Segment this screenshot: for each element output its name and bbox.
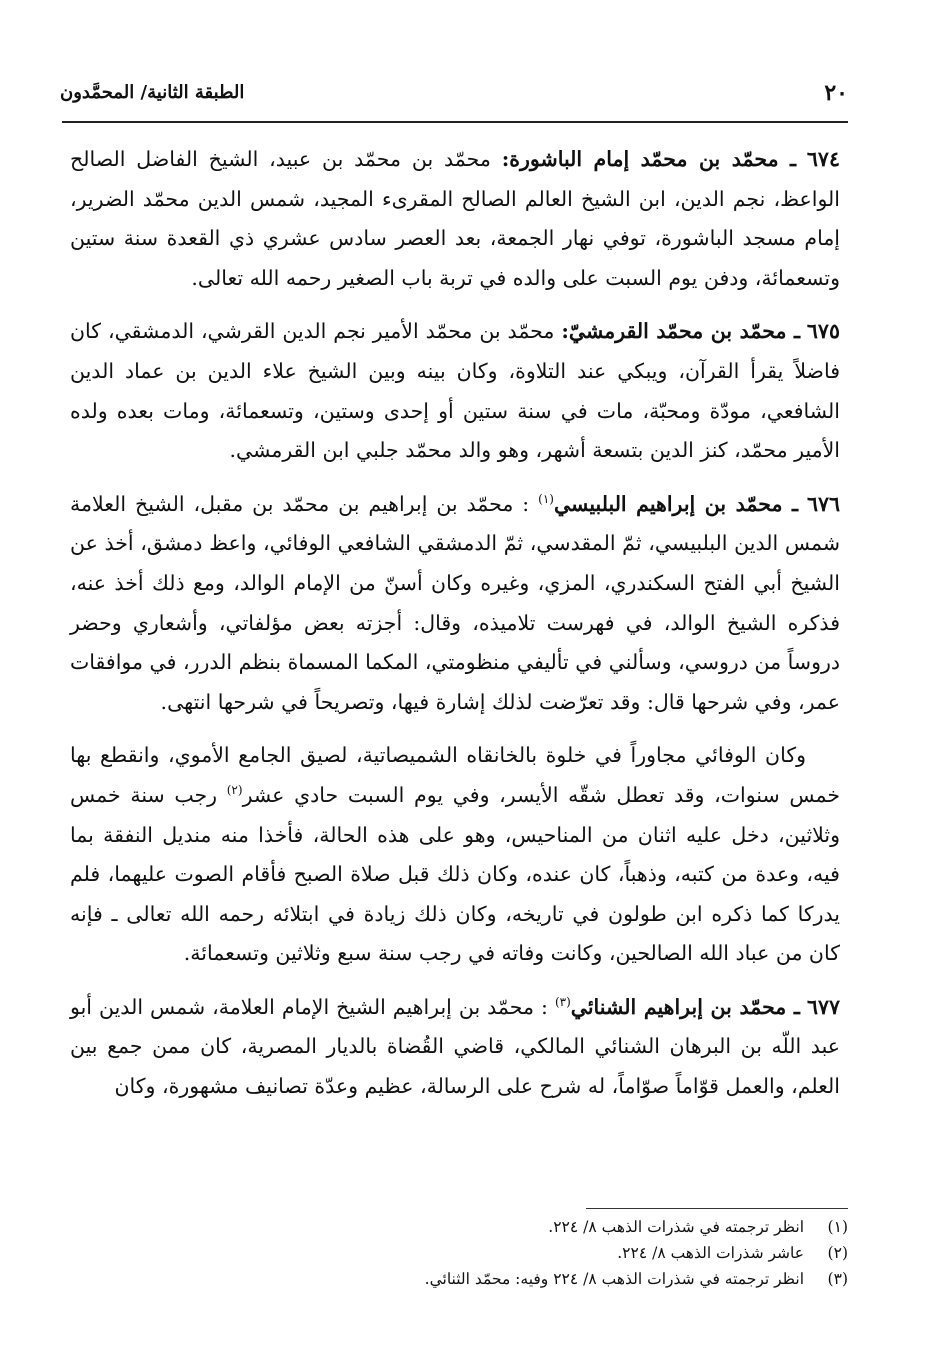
- entry-675: ٦٧٥ ـ محمّد بن محمّد القرمشيّ: محمّد بن محمّد الأمير نجم الدين القرشي، الدمشقي، كان فاضلاً يقرأ القرآن، ويبكي عند التلاوة، وكان بينه وبين الشيخ علاء الدين بن عماد الدين الشافعي، مودّة ومحبّة، مات في سنة ستين أو إحدى وستين، وتسعمائة، ومات بعده ولده الأمير محمّد، كنز الدين بتسعة أشهر، وهو والد محمّد جلبي ابن القرمشي.: [70, 319, 840, 463]
- entry-title: محمّد بن إبراهيم الشنائي: [570, 994, 787, 1019]
- footnote-text: عاشر شذرات الذهب ٨/ ٢٢٤.: [617, 1244, 804, 1262]
- entry-number: ٦٧٥: [806, 319, 840, 344]
- page-number: ٢٠: [824, 80, 848, 106]
- footnote-ref[interactable]: (١): [538, 491, 554, 506]
- footnote-mark: (٣): [827, 1270, 848, 1288]
- entry-676: ٦٧٦ ـ محمّد بن إبراهيم البلبيسي$^{(١)}$ : محمّد بن إبراهيم بن محمّد بن مقبل، الشيخ العلامة شمس الدين البلبيسي، ثمّ المقدسي، ثمّ الدمشقي الشافعي الوفائي، واعظ دمشق، أخذ عن الشيخ أبي الفتح السكندري، المزي، وغيره وكان أسنّ من الإمام الوالد، ومع ذلك أخذ عنه، فذكره الشيخ الوالد، في فهرست تلاميذه، وقال: أجزته بعض مؤلفاتي، وأشعاري وحضر دروساً من دروسي، وسألني في تأليفي منظومتي، المكما المسماة بنظم الدرر، في موافقات عمر، وفي شرحها قال: وقد تعرّضت لذلك إشارة فيها، وتصريحاً في شرحها انتهى.: [70, 491, 840, 714]
- footnote-rule: [586, 1208, 848, 1209]
- footnote-ref[interactable]: (٢): [226, 783, 243, 798]
- entry-text: محمّد بن محمّد الأمير نجم الدين القرشي، الدمشقي، كان فاضلاً يقرأ القرآن، ويبكي عند التلاوة، وكان بينه وبين الشيخ علاء الدين بن عماد الدين الشافعي، مودّة ومحبّة، مات في سنة ستين أو إحدى وستين، وتسعمائة، ومات بعده ولده الأمير محمّد، كنز الدين بتسعة أشهر، وهو والد محمّد جلبي ابن القرمشي.: [70, 319, 840, 463]
- paragraph-text: رجب سنة خمس وثلاثين، دخل عليه اثنان من المناحيس، وهو على هذه الحالة، فأخذا منه منديل النفقة بما فيه، وعدة من كتبه، وذهباً، كان عنده، وكان ذلك قبل صلاة الصبح فأقام الصوت عليهما، فلم يدركا كما ذكره ابن طولون في تاريخه، وكان ذلك زيادة في ابتلائه رحمه الله تعالى ـ فإنه كان من عباد الله الصالحين، وكانت وفاته في رجب سنة سبع وثلاثين وتسعمائة.: [70, 782, 840, 966]
- paragraph-text: وكان الوفائي مجاوراً في خلوة بالخانقاه الشميصاتية، لصيق الجامع الأموي، وانقطع بها خمس سنوات، وقد تعطل شقّه الأيسر، وفي يوم السبت حادي عشر: [70, 743, 840, 807]
- entry-title: محمّد بن محمّد إمام الباشورة:: [501, 147, 779, 171]
- footnote-text: انظر ترجمته في شذرات الذهب ٨/ ٢٢٤ وفيه: محمّد الثنائي.: [424, 1270, 804, 1288]
- entry-title: محمّد بن محمّد القرمشيّ:: [561, 319, 787, 344]
- footnote: [248, 1214, 848, 1240]
- header-rule: [62, 121, 848, 123]
- main-text: [70, 140, 840, 1121]
- footnote: [248, 1266, 848, 1292]
- entry-674: ٦٧٤ ـ محمّد بن محمّد إمام الباشورة: محمّد بن محمّد بن عبيد، الشيخ الفاضل الصالح الواعظ، نجم الدين، ابن الشيخ العالم الصالح المقرىء المجيد، شمس الدين محمّد الضرير، إمام مسجد الباشورة، توفي نهار الجمعة، بعد العصر سادس عشري ذي القعدة سنة ستين وتسعمائة، ودفن يوم السبت على والده في تربة باب الصغير رحمه الله تعالى.: [70, 147, 840, 290]
- footnote-mark: (١): [827, 1218, 848, 1236]
- entry-text: : محمّد بن إبراهيم الشيخ الإمام العلامة، شمس الدين أبو عبد اللّه بن البرهان الشنائي المالكي، قاضي القُضاة بالديار المصرية، كان ممن جمع بين العلم، والعمل قوّاماً صوّاماً، له شرح على الرسالة، عظيم وعدّة تصانيف مشهورة، وكان: [70, 994, 840, 1099]
- page-header: [60, 80, 848, 114]
- footnote-mark: (٢): [827, 1244, 848, 1262]
- footnote-text: انظر ترجمته في شذرات الذهب ٨/ ٢٢٤.: [548, 1218, 804, 1236]
- entry-676-continuation: [70, 736, 840, 974]
- entry-number: ٦٧٦: [806, 491, 840, 516]
- footnotes: [248, 1214, 848, 1292]
- running-head: الطبقة الثانية/ المحمَّدون: [60, 82, 245, 103]
- entry-number: ٦٧٤: [806, 147, 840, 171]
- footnote: [248, 1240, 848, 1266]
- entry-title: محمّد بن إبراهيم البلبيسي: [553, 491, 783, 516]
- footnote-ref[interactable]: (٣): [554, 995, 571, 1010]
- entry-677: ٦٧٧ ـ محمّد بن إبراهيم الشنائي$^{(٣)}$ : محمّد بن إبراهيم الشيخ الإمام العلامة، شمس الدين أبو عبد اللّه بن البرهان الشنائي المالكي، قاضي القُضاة بالديار المصرية، كان ممن جمع بين العلم، والعمل قوّاماً صوّاماً، له شرح على الرسالة، عظيم وعدّة تصانيف مشهورة، وكان: [70, 994, 840, 1099]
- entry-text: : محمّد بن إبراهيم بن محمّد بن مقبل، الشيخ العلامة شمس الدين البلبيسي، ثمّ المقدسي، ثمّ الدمشقي الشافعي الوفائي، واعظ دمشق، أخذ عن الشيخ أبي الفتح السكندري، المزي، وغيره وكان أسنّ من الإمام الوالد، ومع ذلك أخذ عنه، فذكره الشيخ الوالد، في فهرست تلاميذه، وقال: أجزته بعض مؤلفاتي، وأشعاري وحضر دروساً من دروسي، وسألني في تأليفي منظومتي، المكما المسماة بنظم الدرر، في موافقات عمر، وفي شرحها قال: وقد تعرّضت لذلك إشارة فيها، وتصريحاً في شرحها انتهى.: [70, 491, 840, 714]
- entry-text: محمّد بن محمّد بن عبيد، الشيخ الفاضل الصالح الواعظ، نجم الدين، ابن الشيخ العالم الصالح المقرىء المجيد، شمس الدين محمّد الضرير، إمام مسجد الباشورة، توفي نهار الجمعة، بعد العصر سادس عشري ذي القعدة سنة ستين وتسعمائة، ودفن يوم السبت على والده في تربة باب الصغير رحمه الله تعالى.: [70, 147, 840, 290]
- entry-number: ٦٧٧: [806, 994, 840, 1019]
